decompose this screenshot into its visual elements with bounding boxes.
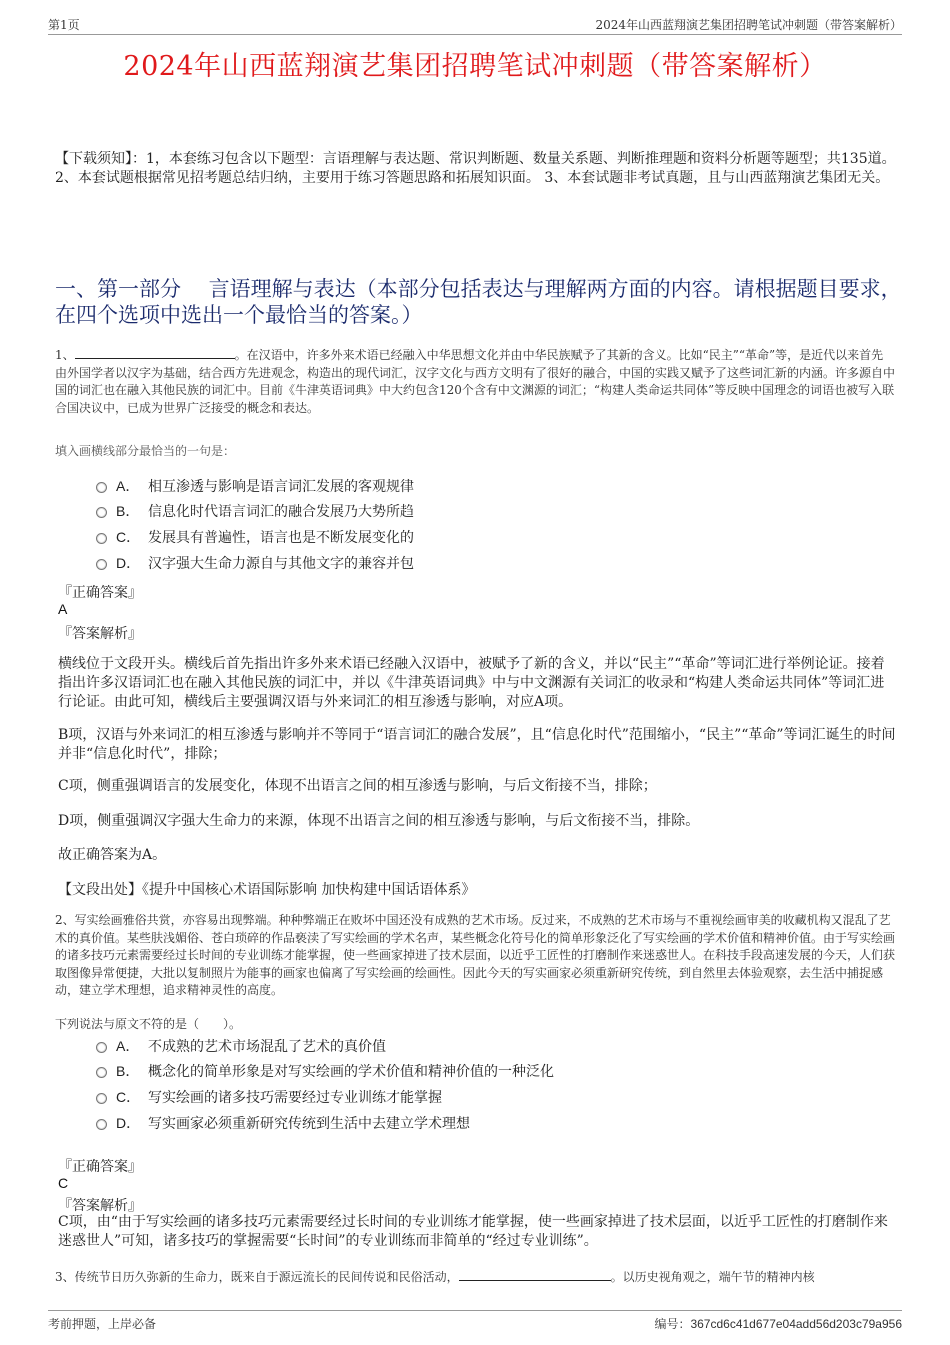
- q1-option-c[interactable]: C． 发展具有普遍性，语言也是不断发展变化的: [96, 526, 414, 548]
- q1-option-b[interactable]: B． 信息化时代语言词汇的融合发展乃大势所趋: [96, 500, 414, 522]
- radio-icon[interactable]: [96, 507, 107, 518]
- q2-option-a[interactable]: A． 不成熟的艺术市场混乱了艺术的真价值: [96, 1035, 386, 1057]
- radio-icon[interactable]: [96, 1042, 107, 1053]
- q1-analysis-main: 横线位于文段开头。横线后首先指出许多外来术语已经融入汉语中，被赋予了新的含义，并以“民主”“革命”等词汇进行举例论证。接着指出许多汉语词汇也在融入其他民族的词汇中，并以《牛津英语词典》中与中文渊源有关词汇的收录和“构建人类命运共同体”等词汇进行论证。由此可知，横线后主要强调汉语与外来词汇的相互渗透与影响，对应A项。: [58, 656, 885, 710]
- page-title: 2024年山西蓝翔演艺集团招聘笔试冲刺题（带答案解析）: [123, 51, 827, 82]
- question-2-stem: 2、写实绘画雅俗共赏，亦容易出现弊端。种种弊端正在败坏中国还没有成熟的艺术市场。反过来，不成熟的艺术市场与不重视绘画审美的收藏机构又混乱了艺术的真价值。某些肤浅媚俗、苍白琐碎的作品亵渎了写实绘画的学术名声，某些概念化符号化的简单形象泛化了写实绘画的学术价值和精神价值。由于写实绘画的诸多技巧元素需要经过长时间的专业训练才能掌握，使一些画家掉进了技术层面，以近乎工匠性的打磨制作来迷惑世人。在科技手段高速发展的今天，人们获取图像异常便捷，大批以复制照片为能事的画家也偏离了写实绘画的绘画性。因此今天的写实画家必须重新研究传统，到自然里去体验观察，去生活中捕捉感动，建立学术理想，追求精神灵性的高度。: [55, 913, 896, 997]
- radio-icon[interactable]: [96, 533, 107, 544]
- question-1-text: 。在汉语中，许多外来术语已经融入中华思想文化并由中华民族赋予了其新的含义。比如“民主”“革命”等，是近代以来首先由外国学者以汉字为基础，结合西方先进观念，构造出的现代词汇，汉字文化与西方文明有了很好的融合，中国的实践又赋予了这些词汇新的内涵。许多源自中国的词汇也在融入其他民族的词汇中。目前《牛津英语词典》中大约包含120个含有中文渊源的词汇；“构建人类命运共同体”等反映中国理念的词语也被写入联合国决议中，已成为世界广泛接受的概念和表达。: [55, 348, 896, 415]
- q1-analysis-d: D项，侧重强调汉字强大生命力的来源，体现不出语言之间的相互渗透与影响，与后文衔接不当，排除。: [58, 813, 700, 829]
- fill-blank: [75, 346, 235, 359]
- question-2-prompt: 下列说法与原文不符的是（ ）。: [55, 1017, 242, 1031]
- q2-option-c[interactable]: C． 写实绘画的诸多技巧需要经过专业训练才能掌握: [96, 1086, 442, 1108]
- section-heading: 一、第一部分 言语理解与表达（本部分包括表达与理解两方面的内容。请根据题目要求，在四个选项中选出一个最恰当的答案。）: [55, 277, 902, 327]
- question-1-stem: [55, 346, 895, 417]
- page-header: [48, 14, 902, 35]
- footer-code: 编号：367cd6c41d677e04add56d203c79a956: [654, 1317, 902, 1331]
- header-doc-title: 2024年山西蓝翔演艺集团招聘笔试冲刺题（带答案解析）: [595, 18, 902, 32]
- radio-icon[interactable]: [96, 559, 107, 570]
- radio-icon[interactable]: [96, 482, 107, 493]
- radio-icon[interactable]: [96, 1067, 107, 1078]
- q1-analysis-b: B项，汉语与外来词汇的相互渗透与影响并不等同于“语言词汇的融合发展”，且“信息化时代”范围缩小，“民主”“革命”等词汇诞生的时间并非“信息化时代”，排除；: [58, 727, 896, 762]
- q1-answer: A: [58, 601, 68, 617]
- question-1-number: 1、: [55, 348, 75, 362]
- radio-icon[interactable]: [96, 1119, 107, 1130]
- q2-analysis: C项，由“由于写实绘画的诸多技巧元素需要经过长时间的专业训练才能掌握，使一些画家掉进了技术层面，以近乎工匠性的打磨制作来迷惑世人”可知，诸多技巧的掌握需要“长时间”的专业训练而非简单的“经过专业训练”。: [58, 1214, 888, 1249]
- q1-analysis-label: 『答案解析』: [58, 626, 142, 642]
- q2-answer: C: [58, 1175, 69, 1191]
- question-1-prompt: 填入画横线部分最恰当的一句是：: [55, 444, 236, 458]
- q2-analysis-label: 『答案解析』: [58, 1198, 142, 1214]
- page-number: 第1页: [48, 18, 80, 32]
- footer-slogan: 考前押题，上岸必备: [48, 1317, 157, 1331]
- q1-option-a[interactable]: A． 相互渗透与影响是语言词汇发展的客观规律: [96, 475, 414, 497]
- q2-option-b[interactable]: B． 概念化的简单形象是对写实绘画的学术价值和精神价值的一种泛化: [96, 1060, 554, 1082]
- question-3-stem: 3、传统节日历久弥新的生命力，既来自于源远流长的民间传说和民俗活动， 。以历史视角观之，端午节的精神内核: [55, 1270, 815, 1284]
- q2-answer-label: 『正确答案』: [58, 1159, 142, 1175]
- q1-source: 【文段出处】《提升中国核心术语国际影响 加快构建中国话语体系》: [58, 882, 476, 898]
- download-notice: 【下载须知】：1，本套练习包含以下题型：言语理解与表达题、常识判断题、数量关系题、判断推理题和资料分析题等题型；共135道。 2、本套试题根据常见招考题总结归纳，主要用于练习答题思路和拓展知识面。 3、本套试题非考试真题，且与山西蓝翔演艺集团无关。: [55, 151, 896, 186]
- q1-answer-label: 『正确答案』: [58, 585, 142, 601]
- q1-conclusion: 故正确答案为A。: [58, 847, 167, 863]
- radio-icon[interactable]: [96, 1093, 107, 1104]
- fill-blank: [459, 1268, 611, 1281]
- page-footer: [48, 1310, 902, 1331]
- q1-option-d[interactable]: D． 汉字强大生命力源自与其他文字的兼容并包: [96, 552, 414, 574]
- q2-option-d[interactable]: D． 写实画家必须重新研究传统到生活中去建立学术理想: [96, 1112, 470, 1134]
- q1-analysis-c: C项，侧重强调语言的发展变化，体现不出语言之间的相互渗透与影响，与后文衔接不当，排除；: [58, 778, 657, 794]
